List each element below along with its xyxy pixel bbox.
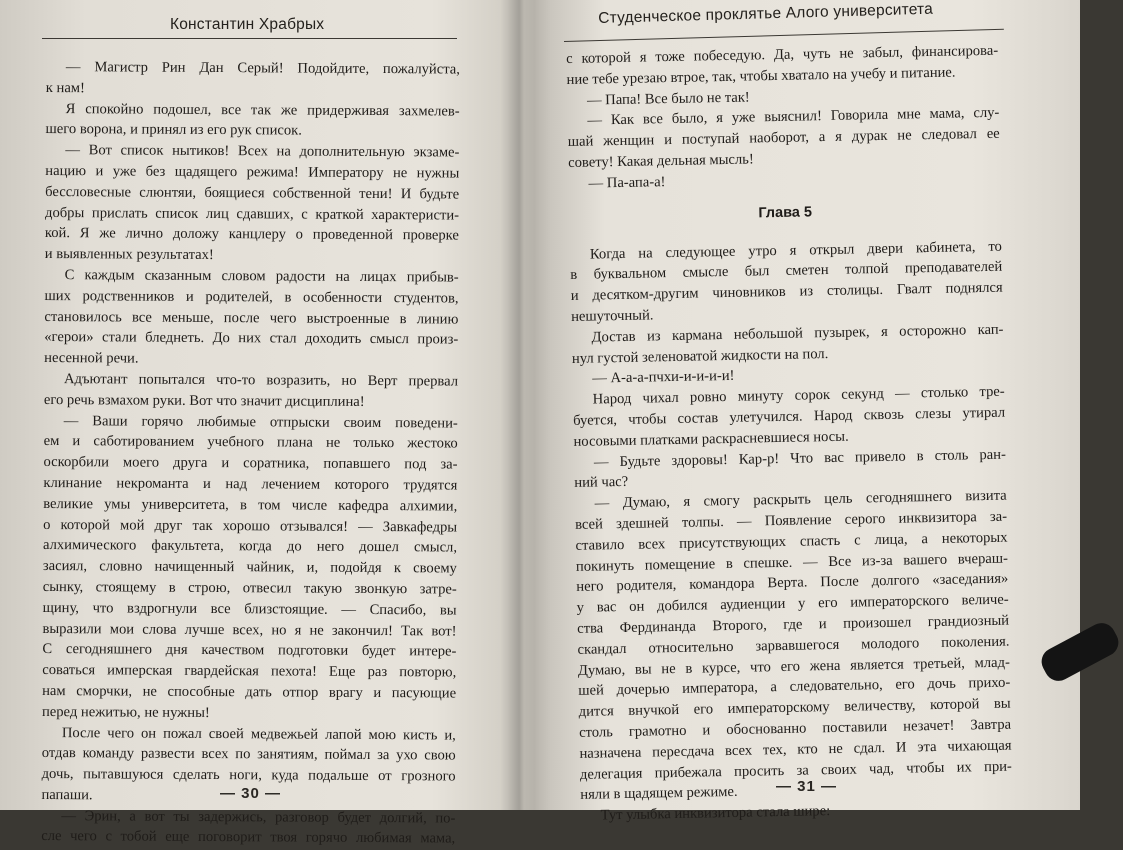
book-gutter <box>500 0 540 810</box>
text-line: засиял, словно начищенный чайник, и, подойдя к своему <box>42 558 457 577</box>
text-line: выразили мои слова лучше всех, но я не закончил! Так вот! <box>42 620 457 640</box>
text-line: папаши. <box>41 786 93 804</box>
text-line: становилось все меньше, после чего выстроенные в линию <box>44 308 459 328</box>
text-line: кой. Я же лично доложу канцлеру о проведенной проверке <box>44 225 459 244</box>
text-line: него родителя, командора Верта. После долгого «заседания» <box>576 570 1009 596</box>
text-line: в буквальном смысле был сметен толпой преподавателей <box>570 259 1003 284</box>
text-line: перед нежитью, не нужны! <box>41 703 210 721</box>
text-line: дится внучкой его императорскому величеству, которой вы <box>578 695 1011 720</box>
text-line: добры прислать список лиц сдавших, с краткой характеристи- <box>45 204 460 224</box>
text-line: — Папа! Все было не так! <box>586 89 750 109</box>
text-block-before-chapter <box>566 41 1001 195</box>
text-block-chapter-body <box>570 236 1013 826</box>
text-line: о которой мой друг так хорошо отзывался! — Завкафедры <box>43 516 458 536</box>
text-line: — Магистр Рин Дан Серый! Подойдите, пожалуйста, <box>65 59 460 78</box>
text-line: нам сморчки, не способные дать отпор врагу и пасующие <box>42 682 457 702</box>
text-line: клинание некроманта и над лечением которого трудятся <box>43 474 458 494</box>
text-line: С каждым сказанным словом радости на лицах прибыв- <box>64 267 459 286</box>
text-line: ставило всех присутствующих спасть с лица, а некоторых <box>575 529 1008 554</box>
text-line: ших родственников и родителей, в особенности студентов, <box>44 287 459 307</box>
text-line: сле чего с тобой еще поговорит твоя горячо любимая мама, <box>41 828 456 847</box>
text-line: ний час? <box>574 474 629 492</box>
text-line: нул густой зеленоватой жидкости на пол. <box>571 345 829 367</box>
text-line: ем и саботированием учебного плана не только жестоко <box>43 433 458 452</box>
text-line: Народ чихал ровно минуту сорок секунд — столько тре- <box>592 383 1005 408</box>
text-line: совету! Какая дельная мысль! <box>568 151 754 171</box>
text-line: Я спокойно подошел, все так же придерживая захмелев- <box>65 100 460 120</box>
text-line: алхимического факультета, когда до него дошел смысл, <box>42 537 458 556</box>
text-line: — Как все было, я уже выяснил! Говорила мне мама, слу- <box>587 105 1000 129</box>
text-line: После чего он пожал своей медвежьей лапой мою кисть и, <box>61 724 456 744</box>
left-page <box>0 0 520 847</box>
right-page-text <box>566 41 1013 827</box>
text-line: делегация прибежала просить за своих чад, чтобы их при- <box>579 758 1013 783</box>
text-line: соваться имперская гвардейская пехота! Еще раз повторю, <box>42 662 457 681</box>
text-line: ства Фердинанда Второго, где и произошел грандиозный <box>576 612 1010 637</box>
text-line: его речь взмахом руки. Вот что значит дисциплина! <box>43 391 365 410</box>
text-line: Адъютант попытался что-то возразить, но Верт прервал <box>63 371 459 390</box>
text-line: всей здешней толпы. — Появление серого инквизитора за- <box>574 508 1008 533</box>
running-head-author: Константин Храбрых <box>170 16 325 33</box>
text-line: няли в щадящем режиме. <box>580 784 738 804</box>
text-line: Достав из кармана небольшой пузырек, я осторожно кап- <box>591 321 1004 346</box>
text-line: щину, что вздрогнули все близстоящие. — Спасибо, вы <box>42 599 457 619</box>
text-line: — Па-апа-а! <box>588 173 666 192</box>
right-page <box>520 0 1080 824</box>
header-rule <box>42 38 457 39</box>
text-line: шей дочерью императора, а следовательно, его дочь прихо- <box>578 674 1011 700</box>
text-line: назначена пересдача всех тех, кто не сдал. И эта чихающая <box>579 737 1012 762</box>
text-line: — А-а-а-пчхи-и-и-и-и! <box>592 368 735 387</box>
text-line: и десятком-другим чиновников из столицы. Гвалт поднялся <box>570 279 1003 305</box>
page-number: — 30 — <box>220 785 282 802</box>
text-line: дочь, пытавшуюся сделать ноги, куда подальше от грозного <box>41 766 456 785</box>
text-line: бессловесные слюнтяи, боящиеся собственной тени! И будьте <box>45 183 460 203</box>
text-line: ние тебе урезаю втрое, так, чтобы хватало на учебу и питание. <box>566 64 956 88</box>
text-line: к нам! <box>45 79 85 97</box>
text-line: нешуточный. <box>570 307 654 325</box>
text-line: шего ворона, и принял из его рук список. <box>45 121 303 139</box>
text-line: сынку, стоящему в строю, отвесил такую звонкую затре- <box>42 578 457 598</box>
text-line: носовыми платками раскрасневшиеся носы. <box>573 428 849 450</box>
text-line: шай женщин и поступай наоборот, а я дурак не следовал ее <box>567 125 1000 151</box>
text-line: — Эрин, а вот ты задержись, разговор будет долгий, по- <box>61 807 456 827</box>
text-line: буется, чтобы состав улетучился. Народ сквозь слезы утирал <box>572 404 1006 429</box>
text-line: Когда на следующее утро я открыл двери кабинета, то <box>589 238 1003 263</box>
text-line: с которой я тоже побеседую. Да, чуть не забыл, финансирова- <box>566 42 999 67</box>
text-line: несенной речи. <box>44 350 139 367</box>
left-page-text <box>41 57 460 850</box>
text-line: столь грамотно и обоснованно поставили незачет! Завтра <box>578 716 1012 741</box>
text-line: — Вот список нытиков! Всех на дополнительную экзаме- <box>65 142 460 161</box>
text-line: С сегодняшнего дня качеством подготовки будет интере- <box>42 641 457 660</box>
text-line: покинуть помещение в спешке. — Все из-за вашего вчераш- <box>575 550 1009 575</box>
text-line: оскорбили моего друга и соратника, попавшего под за- <box>43 454 458 473</box>
running-head-title: Студенческое проклятье Алого университета <box>598 0 934 27</box>
text-line: нацию и уже без щадящего режима! Императору не нужны <box>45 162 460 182</box>
text-line: и выявленных результатах! <box>44 246 214 264</box>
chapter-title: Глава 5 <box>758 203 813 221</box>
text-line: Думаю, вы не в курсе, что его жена является третьей, млад- <box>577 654 1011 679</box>
text-line: «герои» стали бледнеть. До них стал доходить смысл произ- <box>44 329 459 348</box>
text-line: — Думаю, я смогу раскрыть цель сегодняшнего визита <box>594 487 1007 512</box>
text-line: Тут улыбка инквизитора стала шире: <box>600 803 831 824</box>
text-line: у вас он добился аудиенции у его императорского величе- <box>576 591 1009 617</box>
text-line: великие умы университета, в том числе кафедра алхимии, <box>43 495 458 515</box>
text-line: отдав команду развести всех по занятиям, поймал за ухо свою <box>41 745 456 764</box>
text-line: — Будьте здоровы! Кар-р! Что вас привело в столь ран- <box>593 446 1007 471</box>
text-line: скандал относительно зарвавшегося молодого поколения. <box>577 633 1010 658</box>
header-rule <box>564 29 1004 42</box>
page-number: — 31 — <box>776 778 838 795</box>
text-line: — Ваши горячо любимые отпрыски своим поведени- <box>63 412 458 432</box>
